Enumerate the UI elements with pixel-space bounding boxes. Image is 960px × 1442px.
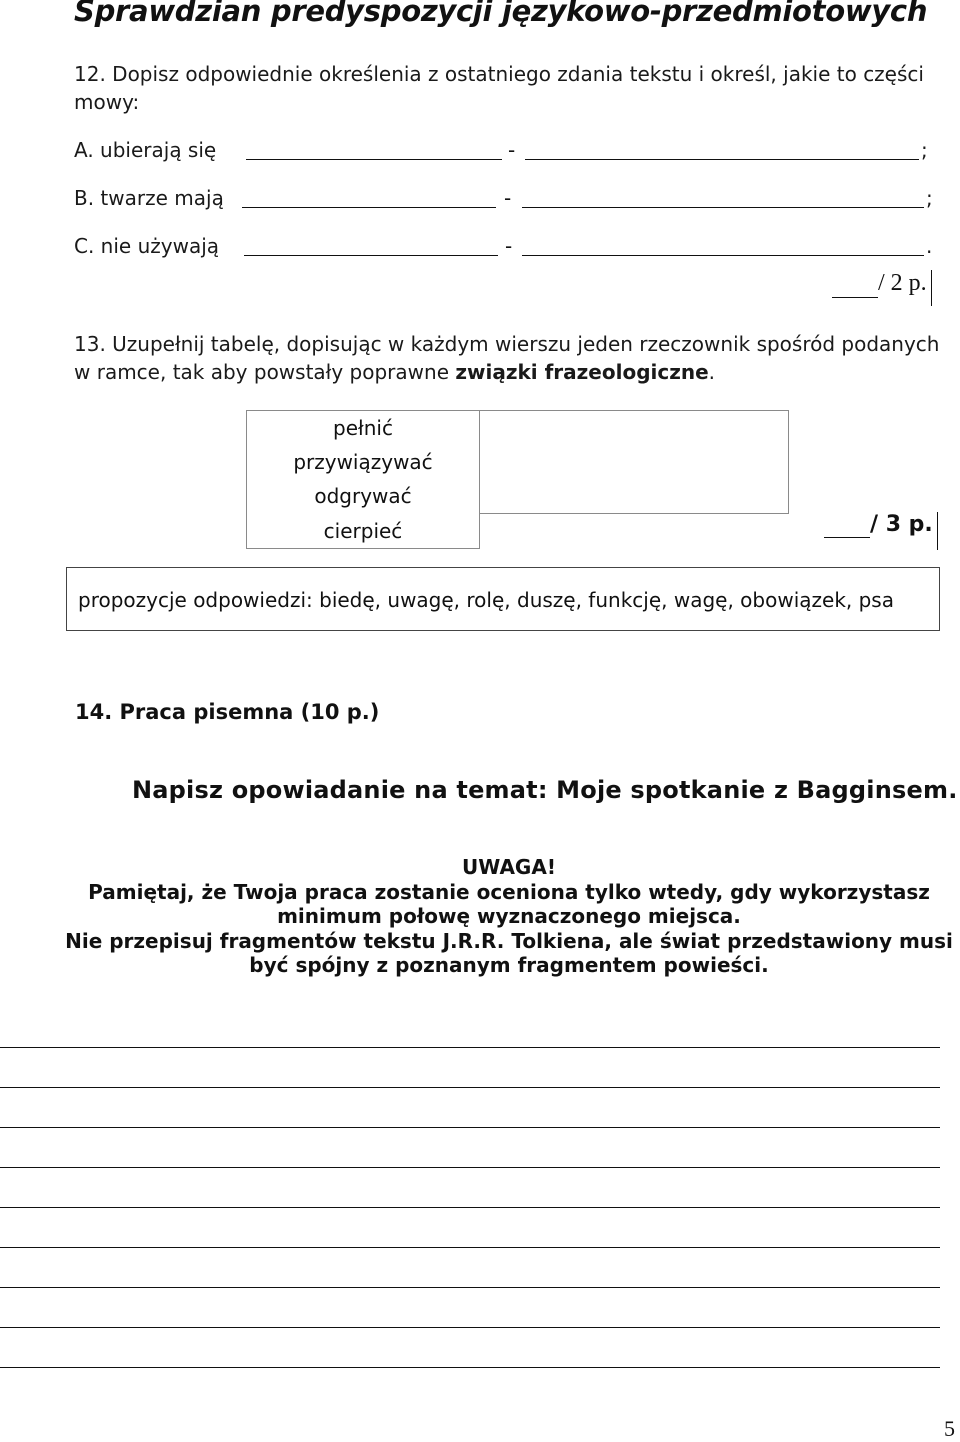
q12-item-a-dash: - [508, 138, 516, 162]
q13-line2-bold: związki frazeologiczne [455, 360, 709, 384]
verb-cell: odgrywać [247, 479, 480, 514]
q12-item-b-dash: - [504, 186, 512, 210]
q12-score-blank[interactable] [832, 270, 878, 298]
writing-line[interactable] [0, 1167, 940, 1168]
q12-item-a-label: A. ubierają się [74, 138, 217, 162]
q12-item-b-label: B. twarze mają [74, 186, 224, 210]
q12-item-b-blank-2[interactable] [522, 207, 924, 208]
page-title: Sprawdzian predyspozycji językowo-przedmiotowych [74, 0, 928, 28]
q12-item-c-dash: - [505, 234, 513, 258]
note-line: Nie przepisuj fragmentów tekstu J.R.R. Tolkiena, ale świat przedstawiony musi [65, 928, 953, 953]
q12-item-c-blank-1[interactable] [244, 255, 498, 256]
note-line: UWAGA! [462, 855, 556, 879]
q13-instruction-line2 [74, 360, 715, 384]
phraseology-table [246, 410, 789, 549]
q12-item-b-end: ; [926, 186, 933, 210]
answer-cell[interactable] [480, 445, 789, 479]
answer-cell[interactable] [480, 479, 789, 514]
verb-cell: cierpieć [247, 514, 480, 549]
verb-cell: przywiązywać [247, 445, 480, 479]
q12-score-label: / 2 p. [878, 270, 927, 296]
answer-cell[interactable] [480, 411, 789, 446]
answer-cell[interactable] [480, 514, 789, 549]
note-line: Pamiętaj, że Twoja praca zostanie oceniona tylko wtedy, gdy wykorzystasz [88, 879, 930, 904]
q12-instruction-line2: mowy: [74, 90, 140, 114]
table-row [247, 514, 789, 549]
table-row [247, 411, 789, 446]
note-line: być spójny z poznanym fragmentem powieści. [249, 953, 769, 977]
q14-heading: 14. Praca pisemna (10 p.) [75, 700, 380, 724]
q13-score-box [824, 512, 938, 550]
q13-instruction-line1: 13. Uzupełnij tabelę, dopisując w każdym wierszu jeden rzeczownik spośród podanych [74, 332, 940, 356]
q13-score-label: / 3 p. [870, 512, 933, 537]
q12-instruction-line1: 12. Dopisz odpowiednie określenia z ostatniego zdania tekstu i określ, jakie to części [74, 62, 924, 86]
writing-line[interactable] [0, 1127, 940, 1128]
q13-line2-suffix: . [708, 360, 716, 384]
q14-task: Napisz opowiadanie na temat: Moje spotkanie z Bagginsem. [132, 776, 958, 804]
writing-line[interactable] [0, 1287, 940, 1288]
writing-line[interactable] [0, 1087, 940, 1088]
page-number: 5 [944, 1416, 955, 1441]
q12-item-a-blank-1[interactable] [246, 159, 502, 160]
q12-item-a-end: ; [921, 138, 928, 162]
q12-item-c-label: C. nie używają [74, 234, 220, 258]
writing-line[interactable] [0, 1247, 940, 1248]
writing-line[interactable] [0, 1327, 940, 1328]
q14-note [60, 855, 958, 978]
q12-item-a-blank-2[interactable] [525, 159, 919, 160]
table-row [247, 445, 789, 479]
q12-item-b-blank-1[interactable] [242, 207, 496, 208]
note-line: minimum połowę wyznaczonego miejsca. [277, 904, 741, 928]
writing-line[interactable] [0, 1367, 940, 1368]
table-row [247, 479, 789, 514]
proposals-box: propozycje odpowiedzi: biedę, uwagę, rolę, duszę, funkcję, wagę, obowiązek, psa [66, 567, 940, 631]
q12-score-box [832, 270, 932, 306]
writing-line[interactable] [0, 1047, 940, 1048]
writing-line[interactable] [0, 1207, 940, 1208]
verb-cell: pełnić [247, 411, 480, 446]
q13-line2-prefix: w ramce, tak aby powstały poprawne [74, 360, 456, 384]
q13-score-blank[interactable] [824, 512, 870, 538]
q12-item-c-end: . [926, 234, 933, 258]
q12-item-c-blank-2[interactable] [522, 255, 924, 256]
